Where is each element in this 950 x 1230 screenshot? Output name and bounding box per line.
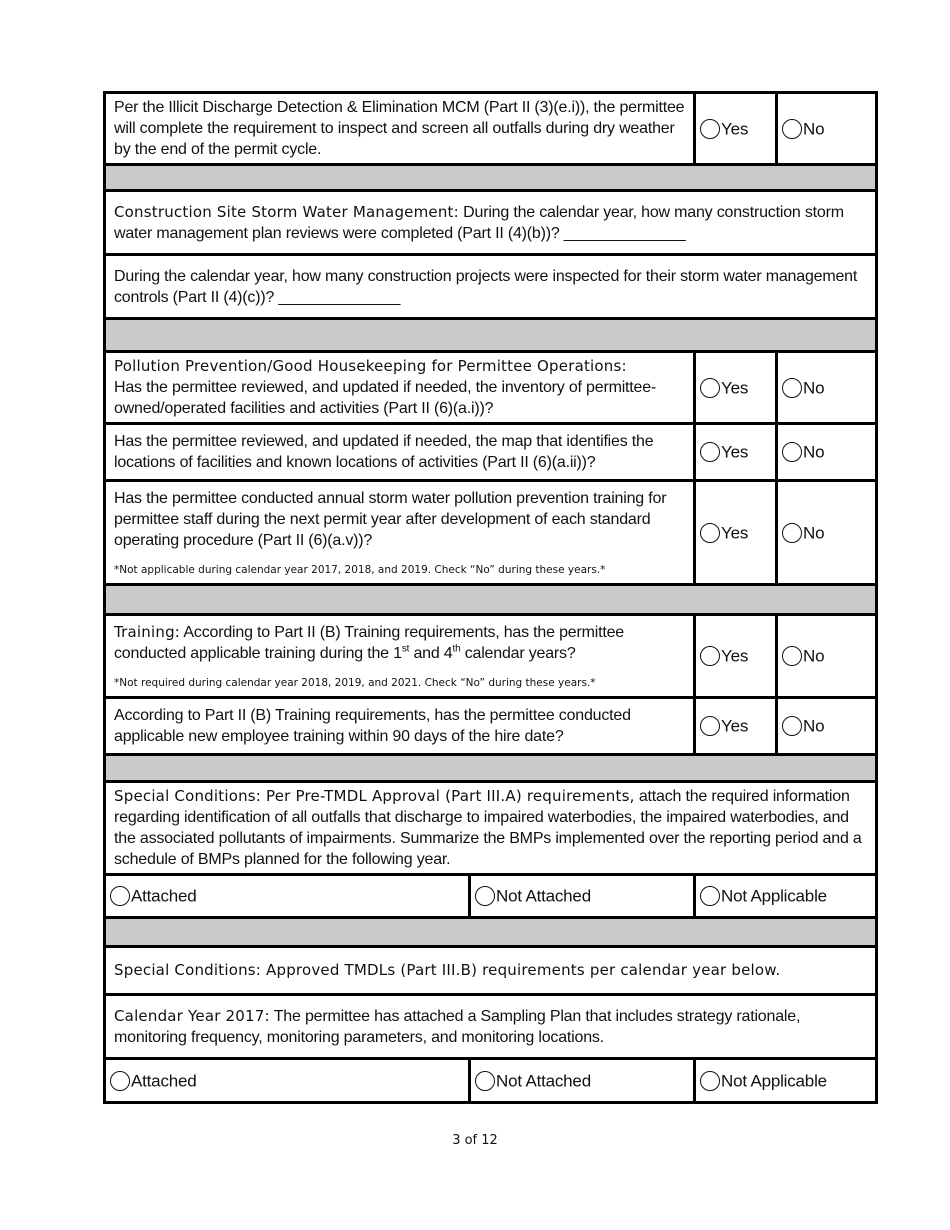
idde-no-option[interactable]: No (777, 93, 877, 165)
construction-row-2 (105, 255, 877, 319)
radio-button-icon[interactable] (110, 886, 130, 906)
training-row-2 (105, 698, 877, 755)
pollution-q1-no-option[interactable]: No (777, 352, 877, 424)
radio-button-icon[interactable] (475, 1071, 495, 1091)
section-divider (105, 165, 877, 191)
pollution-question-3: Has the permittee conducted annual storm water pollution prevention training for permittee staff during the next permit year after development of each standard operating procedure (Part II (6)(a.v))? *Not applicable during calendar year 2017, 2018, and 2019. Check “No” during these years.* (105, 481, 695, 585)
radio-button-icon[interactable] (110, 1071, 130, 1091)
note-text: *Not required during calendar year 2018, 2019, and 2021. Check “No” during these years.* (114, 677, 596, 689)
pollution-q2-yes-option[interactable]: Yes (695, 424, 777, 481)
year-2017-options-row (105, 1059, 877, 1103)
radio-button-icon[interactable] (782, 646, 802, 666)
pollution-q2-no-option[interactable]: No (777, 424, 877, 481)
radio-button-icon[interactable] (700, 442, 720, 462)
section-divider (105, 585, 877, 615)
training-question-2: According to Part II (B) Training requirements, has the permittee conducted applicable new employee training within 90 days of the hire date? (105, 698, 695, 755)
special-a-not-attached-option[interactable]: Not Attached (470, 875, 695, 918)
section-label: Calendar Year 2017: (114, 1006, 270, 1025)
construction-row-1 (105, 191, 877, 255)
radio-button-icon[interactable] (782, 716, 802, 736)
pollution-question-2: Has the permittee reviewed, and updated if needed, the map that identifies the locations of facilities and known locations of activities (Part II (6)(a.ii))? (105, 424, 695, 481)
pollution-question-1: Pollution Prevention/Good Housekeeping for Permittee Operations: Has the permittee reviewed, and updated if needed, the inventory of permittee-owned/operated facilities and activities (Part II (6)(a.i))? (105, 352, 695, 424)
section-label: Pollution Prevention/Good Housekeeping for Permittee Operations: (114, 357, 627, 375)
section-divider (105, 918, 877, 947)
special-a-not-applicable-option[interactable]: Not Applicable (695, 875, 877, 918)
training-q1-no-option[interactable]: No (777, 615, 877, 698)
radio-button-icon[interactable] (700, 378, 720, 398)
idde-yes-option[interactable]: Yes (695, 93, 777, 165)
radio-button-icon[interactable] (782, 378, 802, 398)
construction-question-1: Construction Site Storm Water Management: During the calendar year, how many construction storm water management plan reviews were completed (Part II (4)(b))? ______________ (105, 191, 877, 255)
year-2017-question: Calendar Year 2017: The permittee has attached a Sampling Plan that includes strategy rationale, monitoring frequency, monitoring parameters, and monitoring locations. (105, 995, 877, 1059)
pollution-row-2 (105, 424, 877, 481)
section-label: Construction Site Storm Water Management: (114, 202, 459, 221)
idde-question: Per the Illicit Discharge Detection & Elimination MCM (Part II (3)(e.i)), the permittee will complete the requirement to inspect and screen all outfalls during dry weather by the end of the permit cycle. (105, 93, 695, 165)
radio-button-icon[interactable] (700, 119, 720, 139)
special-a-row (105, 782, 877, 875)
pollution-row-1 (105, 352, 877, 424)
permit-form-table (103, 91, 878, 1104)
pollution-row-3 (105, 481, 877, 585)
section-label: Special Conditions: Per Pre-TMDL Approval (Part III.A) requirements, (114, 787, 635, 805)
section-label: Training: (114, 623, 181, 641)
training-q2-yes-option[interactable]: Yes (695, 698, 777, 755)
training-question-1: Training: According to Part II (B) Training requirements, has the permittee conducted applicable training during the 1st and 4th calendar years? *Not required during calendar year 2018, 2019, and 2021. Check “No” during these years.* (105, 615, 695, 698)
special-b-heading: Special Conditions: Approved TMDLs (Part III.B) requirements per calendar year below. (105, 947, 877, 995)
section-divider (105, 755, 877, 782)
pollution-q3-no-option[interactable]: No (777, 481, 877, 585)
section-divider (105, 319, 877, 352)
radio-button-icon[interactable] (700, 886, 720, 906)
year-2017-not-applicable-option[interactable]: Not Applicable (695, 1059, 877, 1103)
page-number: 3 of 12 (452, 1133, 498, 1148)
pollution-q1-yes-option[interactable]: Yes (695, 352, 777, 424)
radio-button-icon[interactable] (700, 716, 720, 736)
radio-button-icon[interactable] (782, 523, 802, 543)
construction-question-2: During the calendar year, how many construction projects were inspected for their storm water management controls (Part II (4)(c))? ______________ (105, 255, 877, 319)
radio-button-icon[interactable] (782, 442, 802, 462)
radio-button-icon[interactable] (782, 119, 802, 139)
special-b-row (105, 947, 877, 995)
pollution-q3-yes-option[interactable]: Yes (695, 481, 777, 585)
special-a-attached-option[interactable]: Attached (105, 875, 470, 918)
training-q2-no-option[interactable]: No (777, 698, 877, 755)
note-text: *Not applicable during calendar year 2017, 2018, and 2019. Check “No” during these years.* (114, 564, 606, 576)
idde-row (105, 93, 877, 165)
special-a-question: Special Conditions: Per Pre-TMDL Approval (Part III.A) requirements, attach the required information regarding identification of all outfalls that discharge to impaired waterbodies, the impaired waterbodies, and the associated pollutants of impairments. Summarize the BMPs implemented over the reporting period and a schedule of BMPs planned for the following year. (105, 782, 877, 875)
training-row-1 (105, 615, 877, 698)
special-a-options-row (105, 875, 877, 918)
radio-button-icon[interactable] (475, 886, 495, 906)
year-2017-not-attached-option[interactable]: Not Attached (470, 1059, 695, 1103)
training-q1-yes-option[interactable]: Yes (695, 615, 777, 698)
radio-button-icon[interactable] (700, 523, 720, 543)
radio-button-icon[interactable] (700, 646, 720, 666)
year-2017-attached-option[interactable]: Attached (105, 1059, 470, 1103)
year-2017-row (105, 995, 877, 1059)
radio-button-icon[interactable] (700, 1071, 720, 1091)
